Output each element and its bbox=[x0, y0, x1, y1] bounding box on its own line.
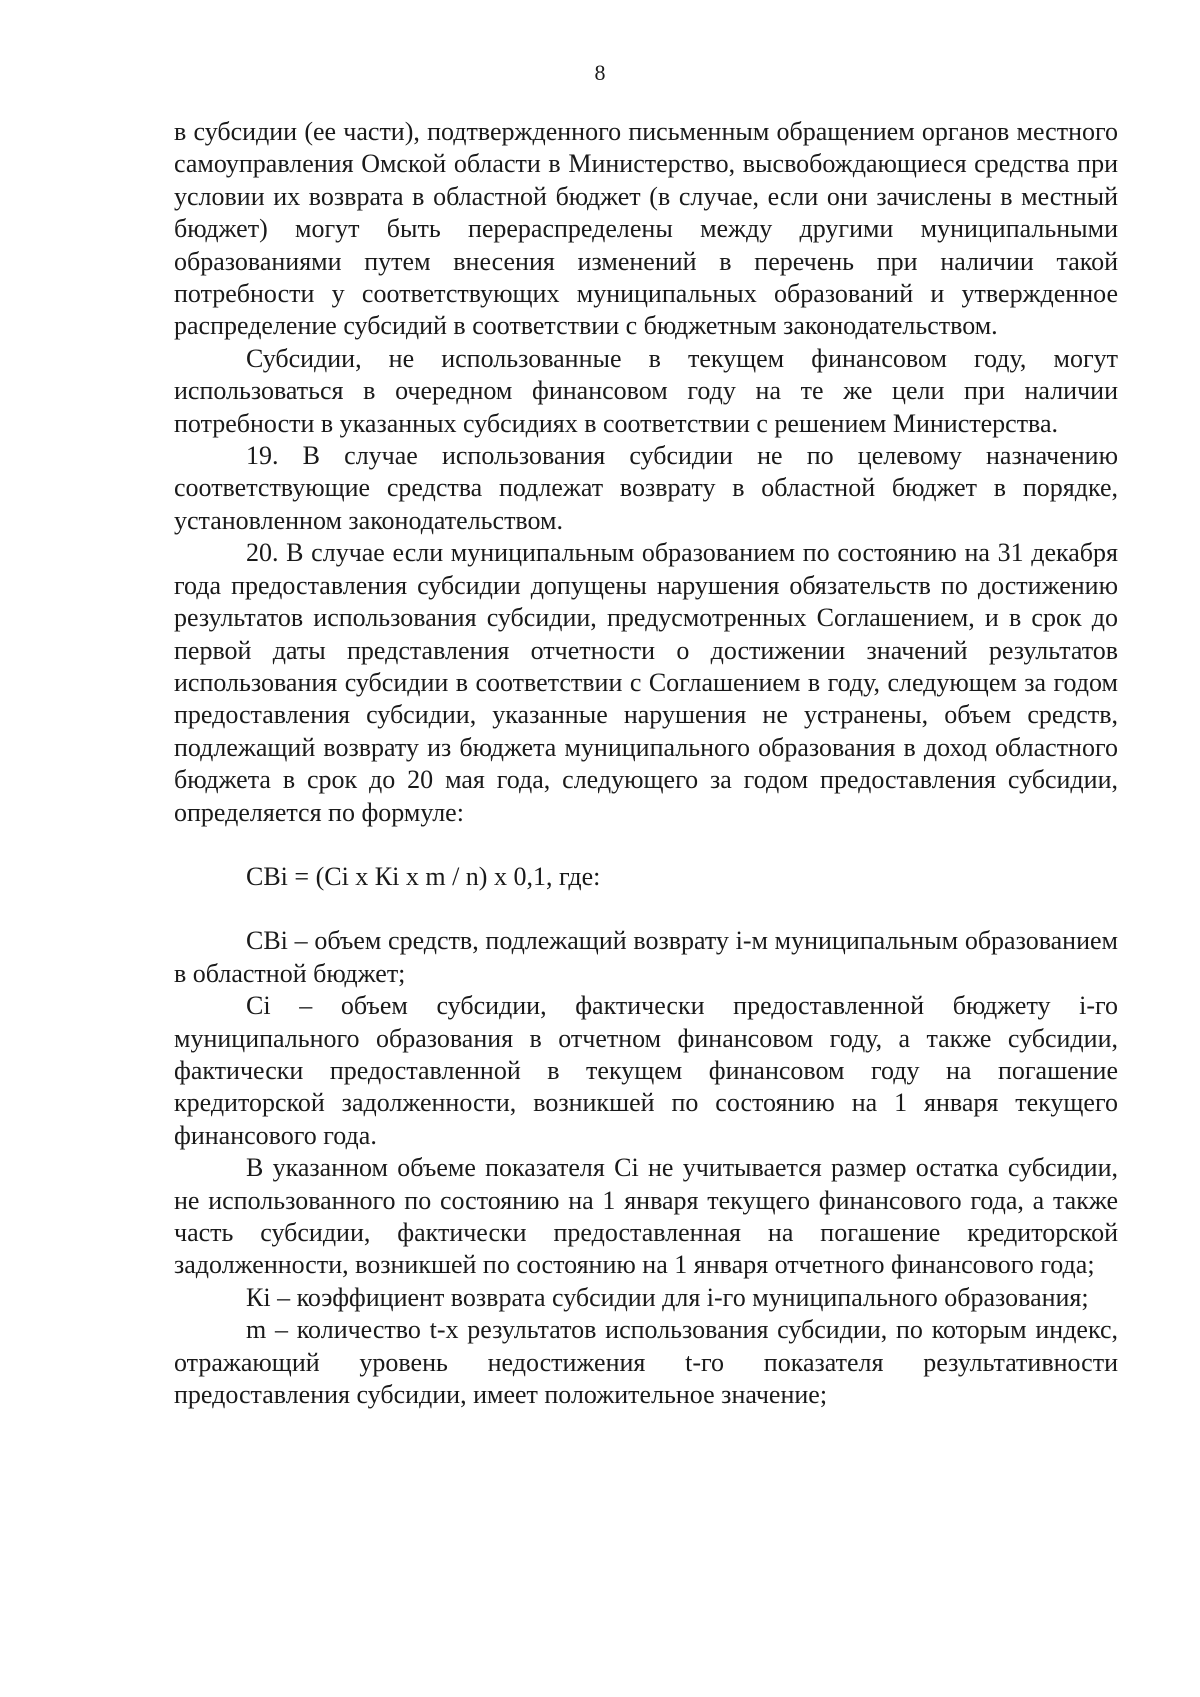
document-body bbox=[174, 116, 1118, 1411]
formula: СВi = (Сi х Кi х m / n) х 0,1, где: bbox=[246, 861, 601, 891]
paragraph-ci-note: В указанном объеме показателя Сi не учитывается размер остатка субсидии, не использованного по состоянию на 1 января текущего финансового года, а также часть субсидии, фактически предоставленная на погашение кредиторской задолженности, возникшей по состоянию на 1 января отчетного финансового года; bbox=[174, 1153, 1118, 1280]
definition-m: m – количество t-х результатов использования субсидии, по которым индекс, отражающий уровень недостижения t-го показателя результативности предоставления субсидии, имеет положительное значение; bbox=[174, 1315, 1118, 1410]
paragraph-item-20: 20. В случае если муниципальным образованием по состоянию на 31 декабря года предоставления субсидии допущены нарушения обязательств по достижению результатов использования субсидии, предусмотренных Соглашением, и в срок до первой даты представления отчетности о достижении значений результатов использования субсидии в соответствии с Соглашением в году, следующем за годом предоставления субсидии, указанные нарушения не устранены, объем средств, подлежащий возврату из бюджета муниципального образования в доход областного бюджета в срок до 20 мая года, следующего за годом предоставления субсидии, определяется по формуле: bbox=[174, 538, 1118, 827]
definition-ki: Кi – коэффициент возврата субсидии для i-го муниципального образования; bbox=[246, 1282, 1089, 1312]
definition-ci: Сi – объем субсидии, фактически предоставленной бюджету i-го муниципального образования в отчетном финансовом году, а также субсидии, фактически предоставленной в текущем финансовом году на погашение кредиторской задолженности, возникшей по состоянию на 1 января текущего финансового года. bbox=[174, 991, 1118, 1150]
paragraph-item-19: 19. В случае использования субсидии не по целевому назначению соответствующие средства подлежат возврату в областной бюджет в порядке, установленном законодательством. bbox=[174, 441, 1118, 535]
paragraph-unused-subsidies: Субсидии, не использованные в текущем финансовом году, могут использоваться в очередном финансовом году на те же цели при наличии потребности в указанных субсидиях в соответствии с решением Министерства. bbox=[174, 343, 1118, 438]
definition-cvi: СВi – объем средств, подлежащий возврату i-м муниципальным образованием в областной бюджет; bbox=[174, 926, 1118, 988]
paragraph-continuation: в субсидии (ее части), подтвержденного письменным обращением органов местного самоуправления Омской области в Министерство, высвобождающиеся средства при условии их возврата в областной бюджет (в случае, если они зачислены в местный бюджет) могут быть перераспределены между другими муниципальными образованиями путем внесения изменений в перечень при наличии такой потребности у соответствующих муниципальных образований и утвержденное распределение субсидий в соответствии с бюджетным законодательством. bbox=[174, 117, 1118, 341]
page-number: 8 bbox=[594, 60, 606, 85]
